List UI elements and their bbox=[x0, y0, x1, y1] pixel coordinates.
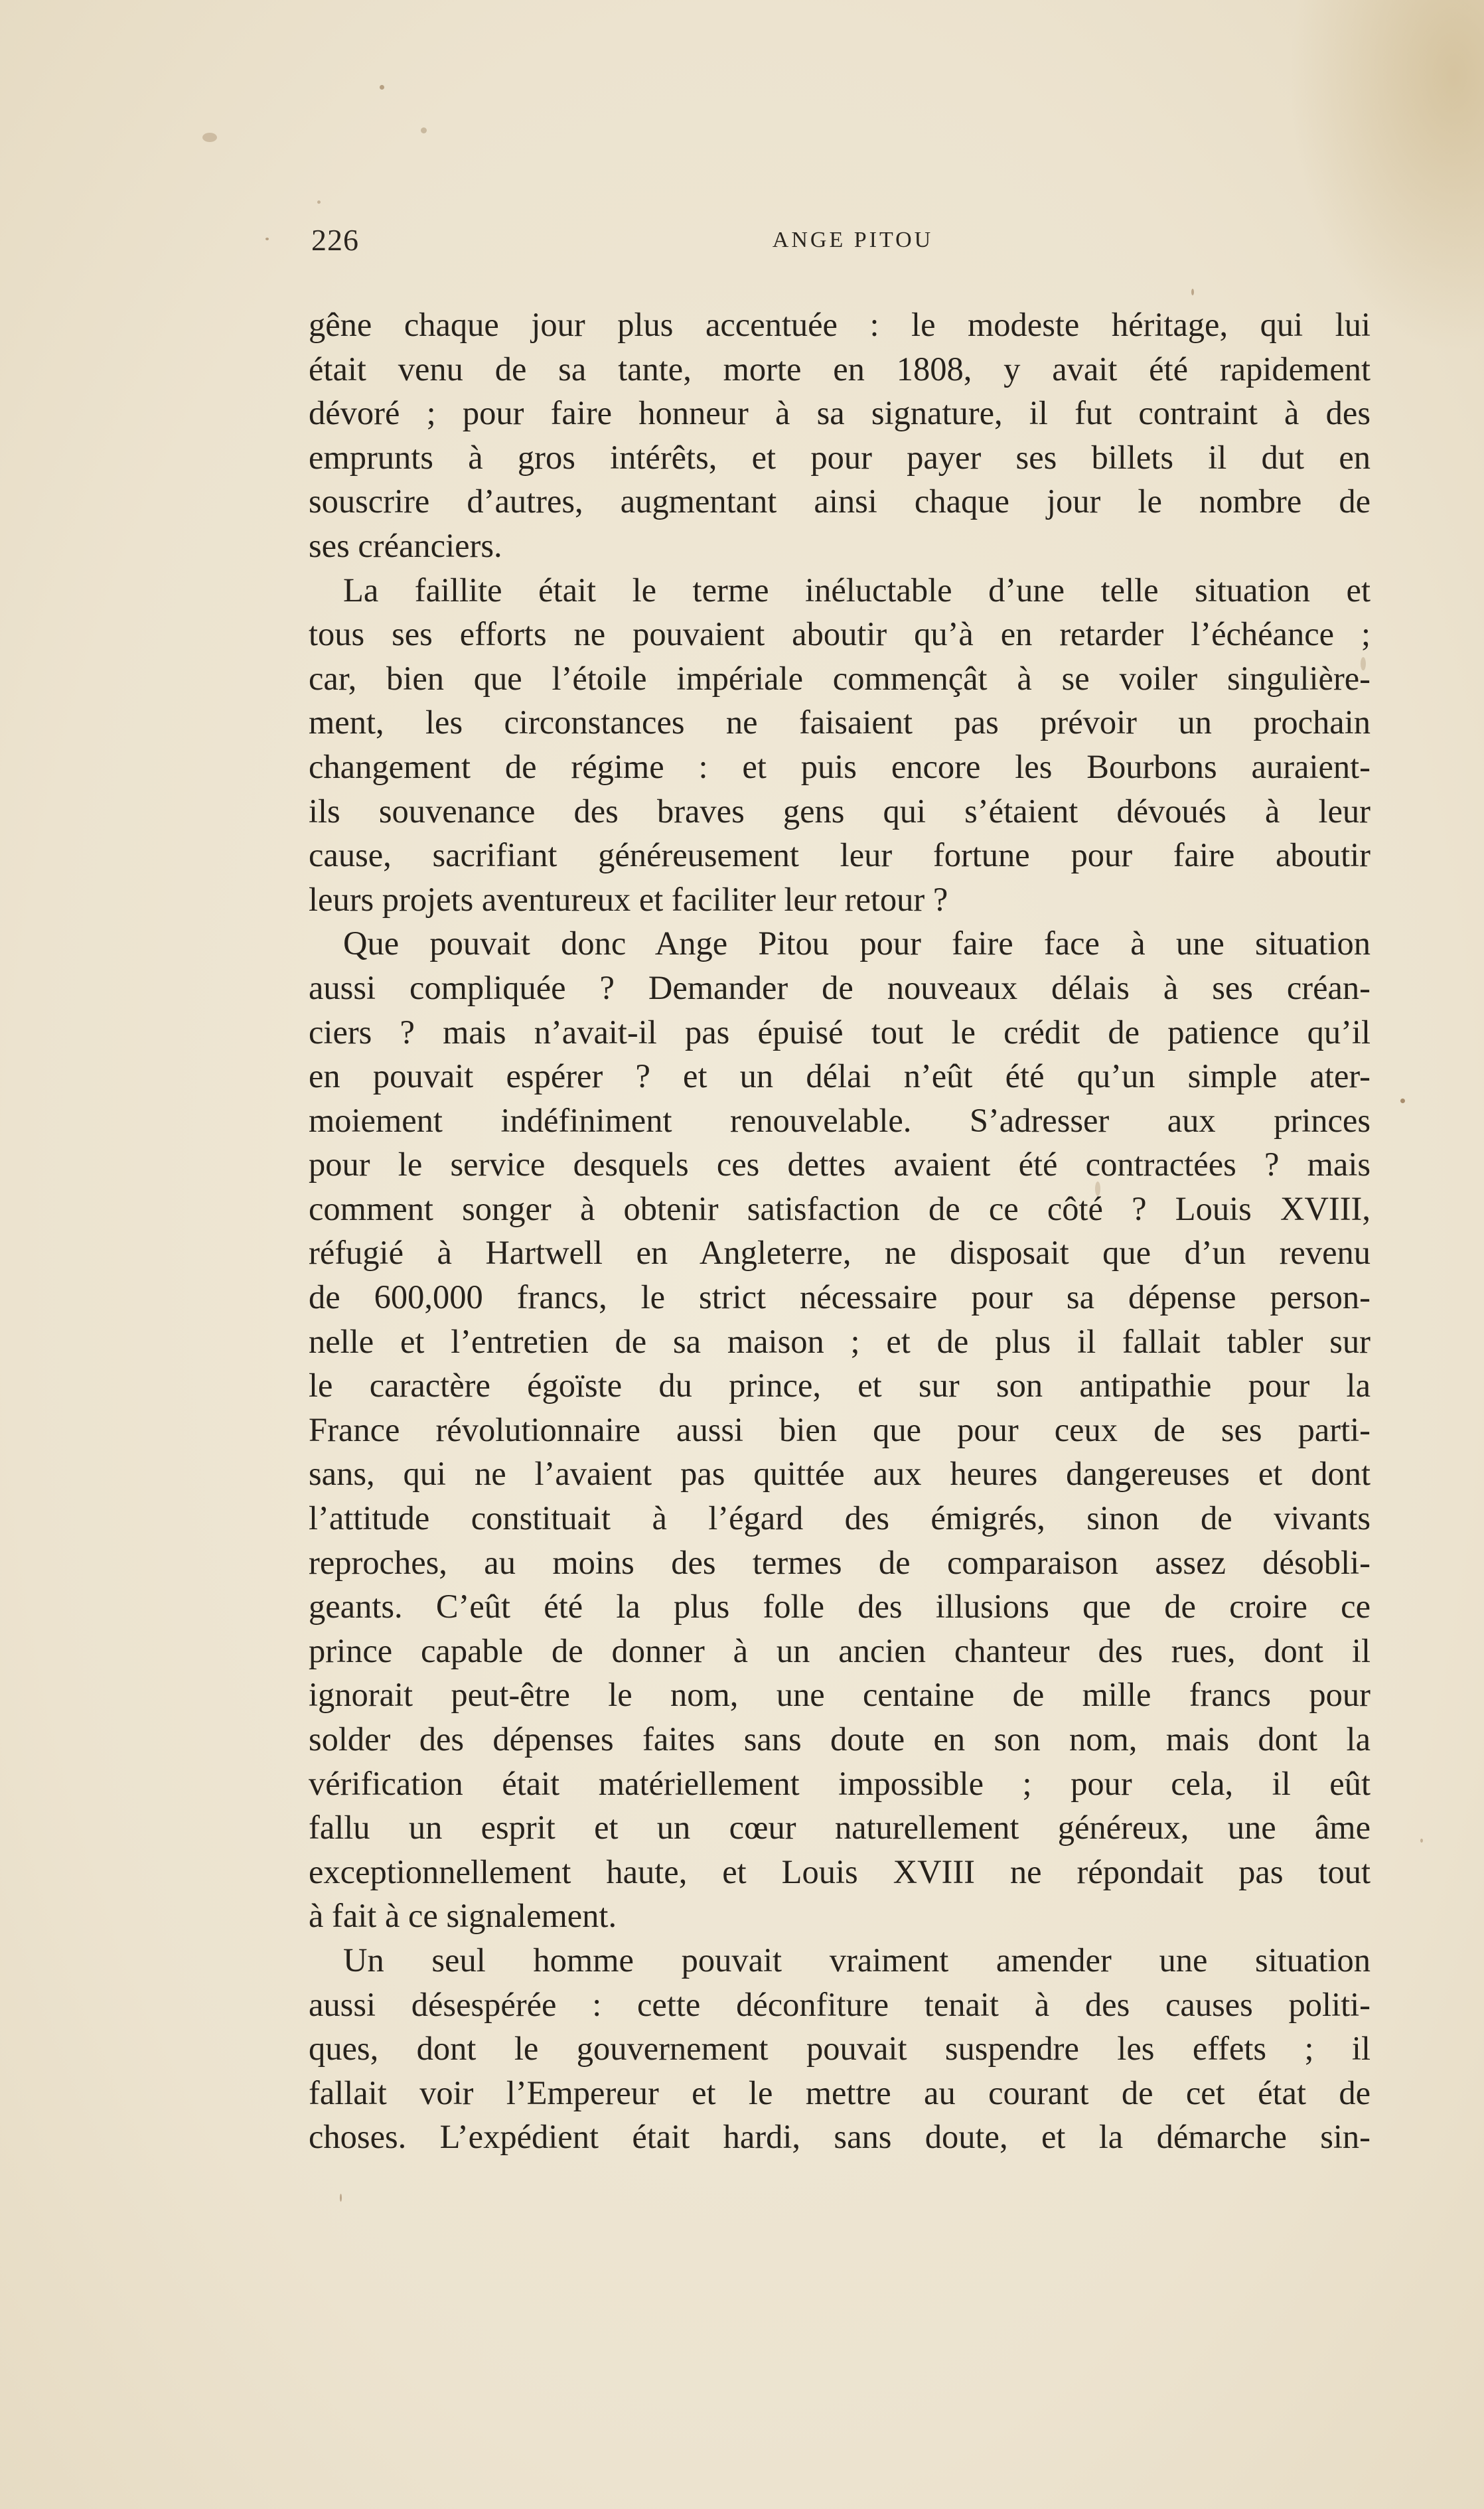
text-line: Un seul homme pouvait vraiment amender une situation bbox=[343, 1941, 1371, 1979]
text-line: moiement indéfiniment renouvelable. S’adresser aux princes bbox=[309, 1101, 1371, 1139]
foxing-speck bbox=[380, 85, 384, 90]
foxing-speck bbox=[265, 238, 269, 240]
paragraph bbox=[309, 1938, 1371, 2159]
text-line: changement de régime : et puis encore les Bourbons auraient- bbox=[309, 747, 1371, 785]
text-line: tous ses efforts ne pouvaient aboutir qu’à en retarder l’échéance ; bbox=[309, 615, 1371, 653]
text-line: France révolutionnaire aussi bien que pour ceux de ses parti- bbox=[309, 1410, 1371, 1448]
text-line: le caractère égoïste du prince, et sur son antipathie pour la bbox=[309, 1367, 1371, 1405]
text-line: réfugié à Hartwell en Angleterre, ne disposait que d’un revenu bbox=[309, 1234, 1371, 1272]
text-line: La faillite était le terme inéluctable d’une telle situation et bbox=[343, 571, 1371, 609]
text-line: reproches, au moins des termes de comparaison assez désobli- bbox=[309, 1543, 1371, 1581]
text-line: aussi compliquée ? Demander de nouveaux délais à ses créan- bbox=[309, 968, 1371, 1006]
text-line: nelle et l’entretien de sa maison ; et de plus il fallait tabler sur bbox=[309, 1322, 1371, 1360]
text-line: exceptionnellement haute, et Louis XVIII ne répondait pas tout bbox=[309, 1853, 1371, 1890]
text-line: fallait voir l’Empereur et le mettre au courant de cet état de bbox=[309, 2074, 1371, 2111]
text-line: ses créanciers. bbox=[309, 526, 502, 564]
text-line: leurs projets aventureux et faciliter leur retour ? bbox=[309, 880, 948, 918]
paragraph bbox=[309, 921, 1371, 1938]
text-line: solder des dépenses faites sans doute en son nom, mais dont la bbox=[309, 1720, 1371, 1758]
text-line: fallu un esprit et un cœur naturellement généreux, une âme bbox=[309, 1809, 1371, 1847]
text-line: vérification était matériellement impossible ; pour cela, il eût bbox=[309, 1764, 1371, 1802]
text-line: ment, les circonstances ne faisaient pas prévoir un prochain bbox=[309, 704, 1371, 741]
text-line: dévoré ; pour faire honneur à sa signature, il fut contraint à des bbox=[309, 394, 1371, 432]
text-line: sans, qui ne l’avaient pas quittée aux heures dangereuses et dont bbox=[309, 1455, 1371, 1493]
text-line: pour le service desquels ces dettes avaient été contractées ? mais bbox=[309, 1146, 1371, 1183]
text-line: prince capable de donner à un ancien chanteur des rues, dont il bbox=[309, 1632, 1371, 1669]
paragraph bbox=[309, 568, 1371, 922]
running-header bbox=[309, 222, 1371, 262]
foxing-speck bbox=[421, 127, 427, 133]
body-text bbox=[309, 303, 1371, 2159]
paragraph bbox=[309, 303, 1371, 568]
text-line: ignorait peut-être le nom, une centaine de mille francs pour bbox=[309, 1676, 1371, 1714]
foxing-speck bbox=[1420, 1839, 1423, 1843]
text-line: aussi désespérée : cette déconfiture tenait à des causes politi- bbox=[309, 1985, 1371, 2023]
text-line: en pouvait espérer ? et un délai n’eût été qu’un simple ater- bbox=[309, 1057, 1371, 1095]
text-line: cause, sacrifiant généreusement leur fortune pour faire aboutir bbox=[309, 836, 1371, 874]
text-line: gêne chaque jour plus accentuée : le modeste héritage, qui lui bbox=[309, 306, 1371, 343]
running-title: ANGE PITOU bbox=[772, 228, 934, 252]
text-line: ques, dont le gouvernement pouvait suspendre les effets ; il bbox=[309, 2030, 1371, 2068]
text-line: ils souvenance des braves gens qui s’étaient dévoués à leur bbox=[309, 792, 1371, 830]
text-line: geants. C’eût été la plus folle des illusions que de croire ce bbox=[309, 1588, 1371, 1626]
foxing-speck bbox=[317, 200, 321, 204]
foxing-speck bbox=[340, 2194, 342, 2202]
foxing-speck bbox=[202, 133, 217, 142]
text-line: comment songer à obtenir satisfaction de ce côté ? Louis XVIII, bbox=[309, 1189, 1371, 1227]
foxing-speck bbox=[1191, 289, 1194, 295]
text-line: emprunts à gros intérêts, et pour payer ses billets il dut en bbox=[309, 438, 1371, 476]
text-line: car, bien que l’étoile impériale commençât à se voiler singulière- bbox=[309, 659, 1371, 697]
text-line: ciers ? mais n’avait-il pas épuisé tout le crédit de patience qu’il bbox=[309, 1013, 1371, 1051]
text-line: choses. L’expédient était hardi, sans doute, et la démarche sin- bbox=[309, 2118, 1371, 2156]
text-line: de 600,000 francs, le strict nécessaire pour sa dépense person- bbox=[309, 1278, 1371, 1316]
text-line: l’attitude constituait à l’égard des émigrés, sinon de vivants bbox=[309, 1499, 1371, 1537]
text-line: souscrire d’autres, augmentant ainsi chaque jour le nombre de bbox=[309, 483, 1371, 520]
text-line: Que pouvait donc Ange Pitou pour faire face à une situation bbox=[343, 925, 1371, 962]
foxing-speck bbox=[1400, 1099, 1405, 1103]
text-line: à fait à ce signalement. bbox=[309, 1897, 617, 1935]
page-number: 226 bbox=[311, 223, 359, 257]
text-line: était venu de sa tante, morte en 1808, y avait été rapidement bbox=[309, 350, 1371, 388]
